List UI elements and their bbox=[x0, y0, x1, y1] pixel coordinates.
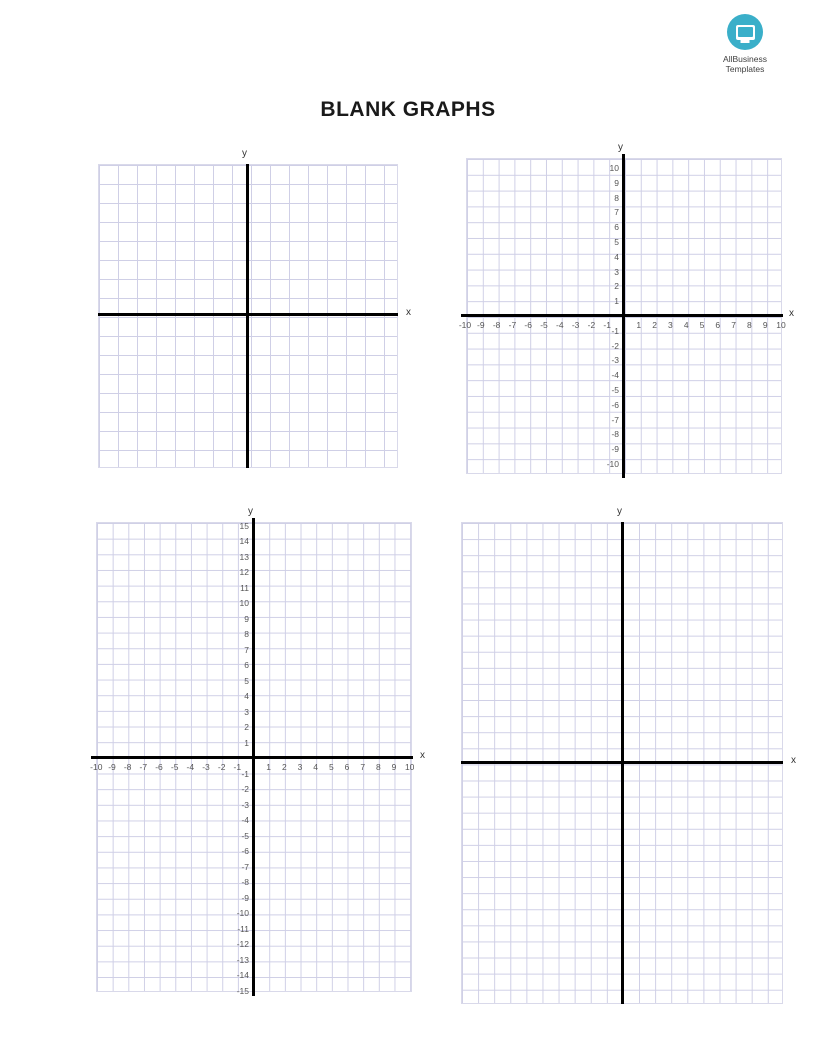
x-tick-label: 8 bbox=[747, 320, 752, 330]
x-tick-label: -8 bbox=[492, 320, 501, 330]
y-tick-label: 14 bbox=[239, 536, 249, 546]
y-tick-label: 8 bbox=[244, 629, 249, 639]
x-tick-label: 2 bbox=[652, 320, 657, 330]
x-tick-label: 7 bbox=[360, 762, 366, 772]
y-axis-bottom-left bbox=[252, 518, 255, 996]
y-tick-label: 8 bbox=[614, 192, 619, 203]
y-tick-label: 2 bbox=[244, 722, 249, 732]
y-tick-label: -10 bbox=[236, 908, 249, 918]
y-tick-label: 12 bbox=[239, 567, 249, 577]
y-tick-label: -15 bbox=[236, 985, 249, 996]
y-tick-label: 6 bbox=[614, 222, 619, 233]
x-tick-label: -2 bbox=[587, 320, 596, 330]
x-tick-label: 4 bbox=[683, 320, 689, 330]
y-tick-label: -13 bbox=[236, 954, 249, 965]
x-tick-label: 6 bbox=[344, 762, 350, 772]
x-tick-label: -3 bbox=[571, 320, 580, 330]
graph-bottom-left bbox=[90, 506, 426, 998]
logo bbox=[700, 14, 790, 74]
y-tick-label: 15 bbox=[239, 520, 249, 531]
y-tick-label: -2 bbox=[611, 340, 619, 351]
y-tick-label: 13 bbox=[239, 551, 249, 562]
y-tick-label: 9 bbox=[614, 177, 619, 188]
y-tick-label: -7 bbox=[611, 414, 619, 425]
logo-text bbox=[700, 54, 790, 74]
x-tick-label: 5 bbox=[699, 320, 705, 330]
y-tick-label: 11 bbox=[240, 582, 249, 593]
x-tick-label: -6 bbox=[155, 762, 163, 772]
y-tick-label: -5 bbox=[241, 830, 249, 841]
y-tick-label: 1 bbox=[244, 737, 249, 748]
page-title: BLANK GRAPHS bbox=[320, 98, 496, 121]
y-tick-label: 10 bbox=[239, 598, 249, 608]
x-axis-label-bottom-left: x bbox=[420, 750, 425, 761]
x-tick-label: -5 bbox=[540, 320, 548, 330]
y-axis-top-right bbox=[622, 154, 625, 478]
x-tick-label: -6 bbox=[524, 320, 532, 330]
x-tick-label: -10 bbox=[458, 320, 472, 330]
x-tick-label: -4 bbox=[556, 320, 564, 330]
x-tick-label: 3 bbox=[668, 320, 673, 330]
y-tick-label: 5 bbox=[244, 675, 249, 686]
y-tick-label: -1 bbox=[241, 768, 249, 779]
x-tick-label: -5 bbox=[170, 762, 179, 772]
x-axis-label-bottom-right: x bbox=[791, 755, 796, 766]
y-tick-label: 7 bbox=[614, 207, 619, 218]
y-axis-label-bottom-left: y bbox=[248, 506, 253, 517]
y-tick-label: -8 bbox=[241, 877, 249, 887]
x-tick-label: 10 bbox=[776, 320, 786, 330]
y-axis-top-left bbox=[246, 164, 249, 468]
y-tick-label: -9 bbox=[611, 444, 619, 455]
y-tick-label: 9 bbox=[244, 613, 249, 624]
x-tick-label: -9 bbox=[108, 762, 116, 772]
y-tick-label: 4 bbox=[614, 251, 619, 262]
y-tick-label: 3 bbox=[244, 706, 249, 717]
y-tick-label: 5 bbox=[614, 237, 619, 247]
graph-top-left bbox=[98, 148, 418, 474]
x-tick-label: -7 bbox=[508, 320, 517, 330]
y-axis-label-bottom-right: y bbox=[617, 506, 622, 517]
y-tick-label: 4 bbox=[244, 691, 249, 701]
x-tick-label: 3 bbox=[297, 762, 303, 772]
x-tick-label: 9 bbox=[391, 762, 397, 772]
x-tick-label: -9 bbox=[477, 320, 485, 330]
y-tick-label: -7 bbox=[241, 861, 249, 872]
x-tick-label: 6 bbox=[715, 320, 721, 330]
x-tick-label: 4 bbox=[313, 762, 319, 772]
y-tick-label: -6 bbox=[611, 399, 619, 410]
y-tick-label: -6 bbox=[241, 846, 249, 856]
monitor-icon bbox=[727, 14, 763, 50]
x-tick-label: 2 bbox=[281, 762, 287, 772]
y-tick-label: -4 bbox=[611, 370, 619, 381]
y-axis-label-top-left: y bbox=[242, 148, 247, 159]
graph-top-right bbox=[458, 142, 796, 478]
y-tick-label: -4 bbox=[241, 815, 249, 825]
x-tick-label: 8 bbox=[375, 762, 381, 772]
x-tick-label: -2 bbox=[217, 762, 226, 772]
logo-line-1: AllBusiness bbox=[723, 54, 767, 64]
x-tick-label: -1 bbox=[603, 320, 611, 330]
y-tick-label: -3 bbox=[611, 355, 619, 366]
x-tick-label: -8 bbox=[123, 762, 132, 772]
x-tick-label: -4 bbox=[186, 762, 195, 772]
x-tick-label: -10 bbox=[90, 762, 103, 772]
y-tick-label: -2 bbox=[241, 784, 249, 794]
x-tick-label: 9 bbox=[762, 320, 768, 330]
x-tick-label: -7 bbox=[139, 762, 148, 772]
y-tick-label: 10 bbox=[609, 163, 619, 173]
x-tick-label: -3 bbox=[202, 762, 210, 772]
y-axis-label-top-right: y bbox=[618, 142, 623, 153]
y-tick-label: -10 bbox=[606, 459, 619, 469]
y-tick-label: 6 bbox=[244, 660, 249, 670]
y-tick-label: -12 bbox=[236, 939, 249, 949]
y-tick-label: 7 bbox=[244, 644, 249, 655]
y-tick-label: -14 bbox=[236, 970, 249, 980]
x-tick-label: 7 bbox=[731, 320, 736, 330]
y-tick-label: -5 bbox=[611, 385, 619, 395]
graph-bottom-right bbox=[461, 506, 801, 1008]
y-axis-bottom-right bbox=[621, 522, 624, 1004]
x-tick-label: 1 bbox=[266, 762, 272, 772]
y-tick-label: 3 bbox=[614, 266, 619, 277]
x-tick-label: 5 bbox=[328, 762, 334, 772]
y-tick-label: -3 bbox=[241, 799, 249, 810]
x-tick-label: 1 bbox=[636, 320, 642, 330]
y-tick-label: -11 bbox=[237, 923, 249, 934]
x-axis-label-top-right: x bbox=[789, 308, 794, 319]
y-tick-label: 2 bbox=[614, 281, 619, 292]
x-axis-label-top-left: x bbox=[406, 307, 411, 318]
y-tick-label: -8 bbox=[611, 429, 619, 440]
y-tick-label: -9 bbox=[241, 892, 249, 903]
x-tick-label: -1 bbox=[233, 762, 242, 772]
x-tick-label: 10 bbox=[404, 762, 415, 772]
logo-line-2: Templates bbox=[725, 64, 765, 74]
y-tick-label: -1 bbox=[611, 325, 619, 336]
y-tick-label: 1 bbox=[614, 296, 619, 307]
